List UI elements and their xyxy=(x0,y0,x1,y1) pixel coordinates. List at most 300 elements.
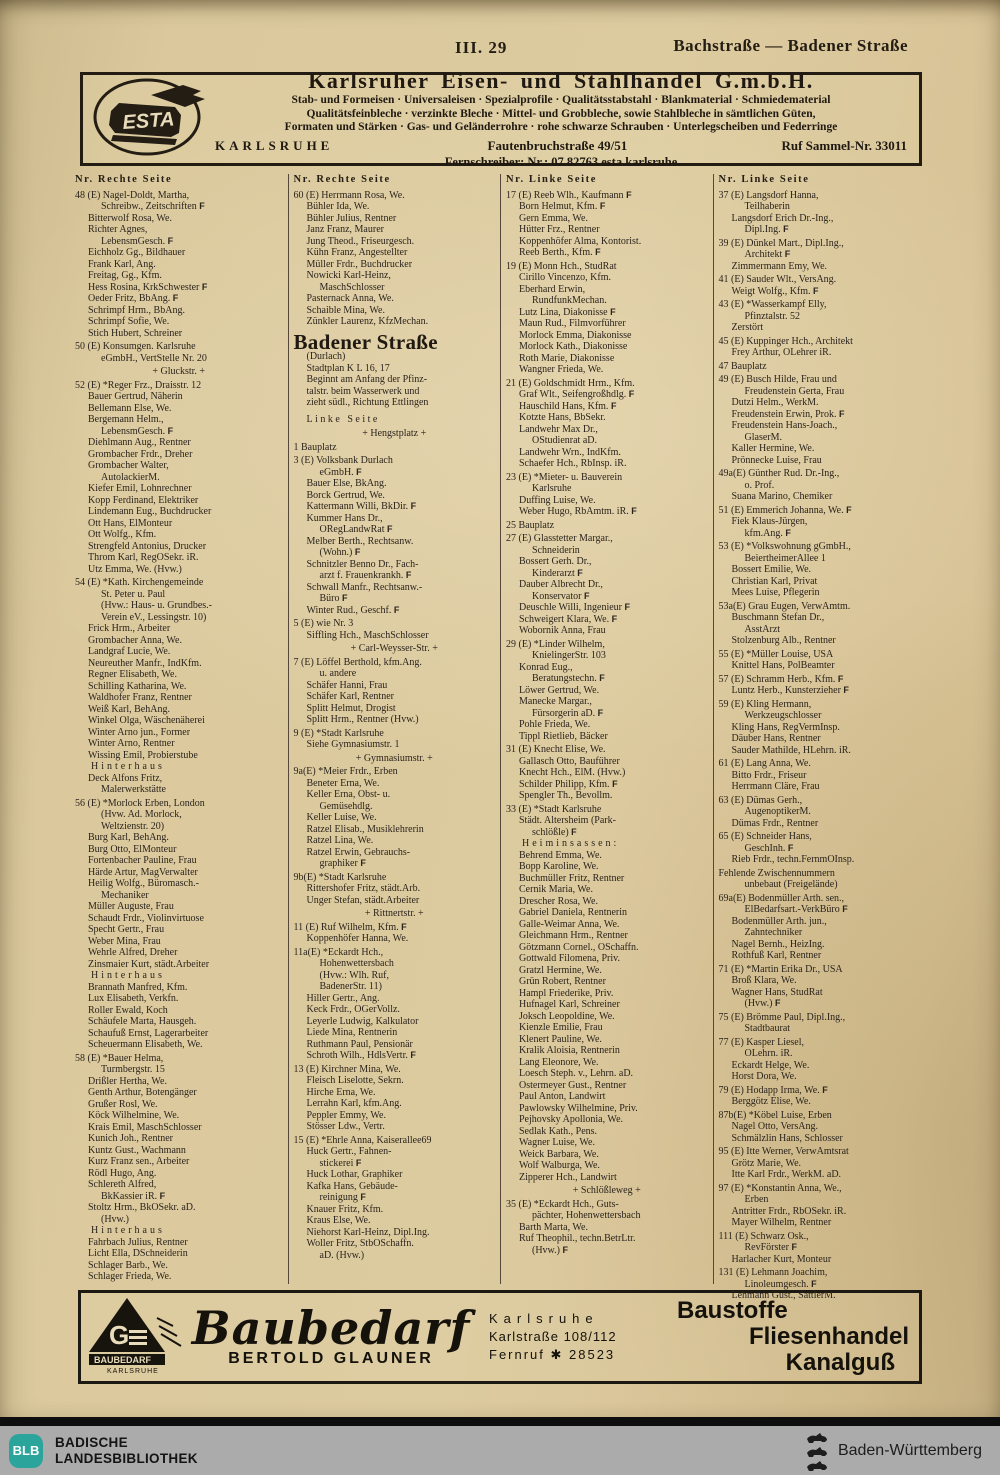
directory-line: Oeder Fritz, BbAng. F xyxy=(88,293,179,304)
directory-line: kfm.Ang. F xyxy=(744,527,791,539)
esta-logo-icon xyxy=(89,77,211,157)
phone-marker: F xyxy=(356,466,362,477)
directory-line: Teilhaberin xyxy=(744,201,790,212)
directory-line: Bellemann Else, We. xyxy=(88,402,172,414)
directory-line: Horst Dora, We. xyxy=(731,1071,797,1082)
directory-line: 53a(E) Grau Eugen, VerwAmtm. xyxy=(718,600,851,612)
directory-line: Galle-Weimar Anna, We. xyxy=(519,918,620,930)
directory-line: Lux Elisabeth, Verkfn. xyxy=(88,993,179,1004)
directory-line: 52 (E) *Reger Frz., Draisstr. 12 xyxy=(75,379,202,391)
directory-line: Schilder Philipp, Kfm. F xyxy=(519,778,618,790)
three-lions-icon xyxy=(804,1430,830,1472)
directory-line: Wangner Frieda, We. xyxy=(519,364,604,375)
directory-line: Rieb Frdr., techn.FernmOInsp. xyxy=(731,854,855,865)
phone-marker: F xyxy=(783,224,789,234)
phone-marker: F xyxy=(577,567,583,578)
directory-line: Fortenbacher Pauline, Frau xyxy=(88,855,197,866)
directory-line: eGmbH. F xyxy=(319,466,362,478)
directory-line: Hufnagel Karl, Schreiner xyxy=(519,999,620,1010)
svg-text:KARLSRUHE: KARLSRUHE xyxy=(107,1367,159,1375)
directory-line: Liede Mina, Rentnerin xyxy=(306,1027,398,1038)
directory-line: 33 (E) *Stadt Karlsruhe xyxy=(506,803,602,815)
directory-line: Linoleumgesch. F xyxy=(744,1278,817,1290)
directory-line: Müller Frdr., Buchdrucker xyxy=(306,258,413,270)
phone-marker: F xyxy=(354,547,361,557)
directory-line: Zipperer Hch., Landwirt xyxy=(519,1171,617,1183)
directory-line: Behrend Emma, We. xyxy=(519,849,602,861)
bottom-ad-contact xyxy=(489,1308,659,1366)
directory-line: Ott Wolfg., Kfm. xyxy=(88,529,157,540)
directory-line: Kummer Hans Dr., xyxy=(306,512,383,524)
directory-line: Zünkler Laurenz, KfzMechan. xyxy=(306,316,429,327)
column-header: Nr. Rechte Seite xyxy=(75,174,173,185)
directory-line: 51 (E) Emmerich Johanna, We. F xyxy=(718,504,852,516)
directory-line: 11 (E) Ruf Wilhelm, Kfm. F xyxy=(293,921,407,933)
directory-line: 54 (E) *Kath. Kirchengemeinde xyxy=(75,577,204,588)
directory-line: Schaefer Hch., RbInsp. iR. xyxy=(519,458,627,469)
directory-line: Ratzel Erwin, Gebrauchs- xyxy=(306,846,411,858)
directory-line: Maun Rud., Filmvorführer xyxy=(519,318,626,329)
baubedarf-logo-icon xyxy=(87,1296,187,1374)
phone-marker: F xyxy=(784,249,791,259)
directory-line: (Hvw.) xyxy=(101,1213,129,1225)
phone-marker: F xyxy=(405,570,412,580)
directory-line: Götzmann Cornel., OSchaffn. xyxy=(519,941,639,953)
directory-line: 48 (E) Nagel-Doldt, Martha, xyxy=(75,189,190,201)
directory-line: (Wohn.) F xyxy=(319,547,361,558)
directory-line: Schlager Barb., We. xyxy=(88,1259,168,1271)
top-ad-city: KARLSRUHE xyxy=(215,137,334,153)
directory-line: Sedlak Kath., Pens. xyxy=(519,1125,598,1137)
directory-line: Heilig Wolfg., Büromasch.- xyxy=(88,878,199,889)
product-fliesenhandel: Fliesenhandel xyxy=(748,1323,909,1350)
directory-line: Itte Karl Frdr., WerkM. aD. xyxy=(731,1169,842,1180)
directory-line: 49 (E) Busch Hilde, Frau und xyxy=(718,374,837,385)
directory-line: Richter Agnes, xyxy=(88,224,148,235)
library-footer xyxy=(0,1417,1000,1475)
directory-line: Grombacher Anna, We. xyxy=(88,634,182,646)
directory-line: Kiefer Emil, Lohnrechner xyxy=(88,483,192,494)
directory-line: Fahrbach Julius, Rentner xyxy=(88,1236,188,1248)
directory-line: 13 (E) Kirchner Mina, We. xyxy=(293,1063,401,1075)
directory-line: Fiek Klaus-Jürgen, xyxy=(731,516,808,527)
directory-line: Keller Luise, We. xyxy=(306,812,377,823)
directory-line: Rittershofer Fritz, städt.Arb. xyxy=(306,883,421,894)
directory-line: Hohenwettersbach xyxy=(319,958,394,969)
top-ad-products-2: Qualitätsfeinbleche · verzinkte Bleche · Mittel- und Grobbleche, sowie Stahlbleche in sämtlichen Güten, xyxy=(306,107,816,120)
directory-line: Hinterhaus xyxy=(91,1225,165,1236)
directory-line: Herrmann Cläre, Frau xyxy=(731,781,820,792)
directory-line: 11a(E) *Eckardt Hch., xyxy=(293,946,384,958)
directory-line: 45 (E) Kuppinger Hch., Architekt xyxy=(718,335,853,347)
directory-line: Borck Gertrud, We. xyxy=(306,489,385,501)
directory-line: Schreibw., Zeitschriften F xyxy=(101,201,205,212)
directory-line: Buchmüller Fritz, Rentner xyxy=(519,872,625,884)
bottom-ad-phone: Fernruf ✱ 28523 xyxy=(489,1347,616,1362)
directory-line: Janz Franz, Maurer xyxy=(306,224,384,235)
directory-line: arzt f. Frauenkrankh. F xyxy=(319,570,412,581)
directory-line: 71 (E) *Martin Erika Dr., USA xyxy=(718,963,843,975)
directory-line: Kattermann Willi, BkDir. F xyxy=(306,501,417,512)
directory-line: Schroth Wilh., HdlsVertr. F xyxy=(306,1050,416,1061)
directory-line: Stoltz Hrm., BkOSekr. aD. xyxy=(88,1202,196,1213)
directory-line: Gallasch Otto, Bauführer xyxy=(519,755,620,767)
directory-line: Kienzle Emilie, Frau xyxy=(519,1022,603,1033)
directory-line: 131 (E) Lehmann Joachim, xyxy=(718,1267,828,1278)
directory-line: Graf Wlt., Seifengroßhdlg. F xyxy=(519,389,635,400)
directory-line: Keck Frdr., OGerVollz. xyxy=(306,1004,400,1015)
directory-line: Koppenhöfer Hanna, We. xyxy=(306,933,409,944)
directory-line: Gemüsehdlg. xyxy=(319,800,373,812)
directory-line: Bodenmüller Arth. jun., xyxy=(731,915,827,927)
phone-marker: F xyxy=(583,590,590,601)
directory-line: Kunich Joh., Rentner xyxy=(88,1133,173,1144)
phone-marker: F xyxy=(342,593,348,603)
directory-line: Regner Elisabeth, We. xyxy=(88,669,177,680)
directory-line: Mechaniker xyxy=(101,889,149,901)
phone-marker: F xyxy=(393,604,400,615)
brand-script: Baubedarf xyxy=(191,1301,471,1355)
directory-line: Schweigert Klara, We. F xyxy=(519,613,618,625)
bottom-ad xyxy=(78,1290,922,1384)
directory-line: Strengfeld Antonius, Drucker xyxy=(88,540,207,552)
directory-line: Bauer Else, BkAng. xyxy=(306,478,387,489)
directory-line: 39 (E) Dünkel Mart., Dipl.Ing., xyxy=(718,237,844,249)
directory-line: 1 Bauplatz xyxy=(293,441,337,453)
directory-line: Morlock Kath., Diakonisse xyxy=(519,341,628,352)
directory-line: 58 (E) *Bauer Helma, xyxy=(75,1052,164,1064)
directory-line: 57 (E) Schramm Herb., Kfm. F xyxy=(718,673,844,685)
directory-line: unbebaut (Freigelände) xyxy=(744,879,838,890)
phone-marker: F xyxy=(631,506,637,516)
directory-line: Cirillo Vincenzo, Kfm. xyxy=(519,272,611,283)
directory-line: Pohle Frieda, We. xyxy=(519,719,591,730)
directory-line: 37 (E) Langsdorf Hanna, xyxy=(718,189,819,201)
directory-line: Heiminsassen: xyxy=(522,838,620,849)
directory-line: (Durlach) xyxy=(306,351,346,362)
cross-street: + Gymnasiumstr. + xyxy=(355,752,433,764)
directory-line: Roth Marie, Diakonisse xyxy=(519,352,615,364)
directory-line: 31 (E) Knecht Elise, We. xyxy=(506,744,606,755)
directory-line: GeschInh. F xyxy=(744,842,794,854)
top-ad xyxy=(80,68,922,169)
directory-line: Landgraf Lucie, We. xyxy=(88,646,171,657)
phone-marker: F xyxy=(624,602,630,612)
directory-line: Paul Anton, Landwirt xyxy=(519,1091,606,1102)
directory-line: Schnitzler Benno Dr., Fach- xyxy=(306,558,419,570)
directory-line: 7 (E) Löffel Berthold, kfm.Ang. xyxy=(293,656,422,668)
directory-line: Diehlmann Aug., Rentner xyxy=(88,437,191,448)
phone-marker: F xyxy=(597,707,604,718)
directory-line: Fleisch Liselotte, Sekrn. xyxy=(306,1075,404,1086)
directory-line: Leyerle Ludwig, Kalkulator xyxy=(306,1015,419,1027)
directory-line: Mayer Wilhelm, Rentner xyxy=(731,1217,832,1228)
library-name-line1: BADISCHE xyxy=(55,1434,128,1450)
baubedarf-logo xyxy=(87,1296,191,1379)
cross-street: + Hengstplatz + xyxy=(362,428,427,439)
phone-marker: F xyxy=(360,1192,366,1202)
directory-line: Pasternack Anna, We. xyxy=(306,293,394,304)
directory-line: Konservator F xyxy=(532,590,590,602)
directory-line: Koppenhöfer Alma, Kontorist. xyxy=(519,235,642,247)
directory-line: Lang Eleonore, We. xyxy=(519,1056,599,1068)
directory-line: Wolf Walburga, We. xyxy=(519,1160,600,1171)
directory-line: Karlsruhe xyxy=(532,483,572,494)
directory-line: Drißler Hertha, We. xyxy=(88,1075,167,1087)
phone-marker: F xyxy=(787,842,794,853)
directory-line: Duffing Luise, We. xyxy=(519,494,596,506)
directory-line: Beneter Erna, We. xyxy=(306,777,380,789)
directory-line: 15 (E) *Ehrle Anna, Kaiserallee69 xyxy=(293,1134,432,1146)
directory-line: Schwall Manfr., Rechtsanw.- xyxy=(306,581,423,593)
directory-line: 29 (E) *Linder Wilhelm, xyxy=(506,638,605,650)
directory-line: Roller Ewald, Koch xyxy=(88,1004,168,1016)
directory-line: 9 (E) *Stadt Karlsruhe xyxy=(293,727,384,739)
directory-column-2 xyxy=(288,174,501,1284)
cross-street: + Schlößleweg + xyxy=(572,1185,641,1196)
directory-line: Grötz Marie, We. xyxy=(731,1157,802,1169)
directory-line: Kopp Ferdinand, Elektriker xyxy=(88,494,199,506)
directory-line: Landwehr Wrn., IndKfm. xyxy=(519,446,621,458)
phone-marker: F xyxy=(839,408,845,419)
page-number: III. 29 xyxy=(455,38,508,57)
directory-line: Joksch Leopoldine, We. xyxy=(519,1010,615,1022)
directory-line: Lerrahn Karl, kfm.Ang. xyxy=(306,1098,402,1109)
directory-line: Grußer Rosl, We. xyxy=(88,1098,158,1110)
directory-line: Werkzeugschlosser xyxy=(744,710,822,721)
directory-line: Freudenstein Erwin, Prok. F xyxy=(731,408,845,420)
blb-logo: BLB xyxy=(9,1434,43,1468)
directory-line: Suana Marino, Chemiker xyxy=(731,491,833,502)
street-range-header: Bachstraße — Badener Straße xyxy=(673,36,908,55)
directory-line: BeiertheimerAllee 1 xyxy=(744,552,826,564)
directory-line: Reeb Berth., Kfm. F xyxy=(519,247,601,258)
directory-line: Prönnecke Luise, Frau xyxy=(731,454,822,466)
directory-line: Krais Emil, MaschSchlosser xyxy=(88,1121,202,1133)
directory-line: Kafka Hans, Gebäude- xyxy=(306,1180,398,1192)
directory-line: Lehmann Gust., SattlerM. xyxy=(731,1290,836,1301)
directory-line: AsstArzt xyxy=(744,623,781,635)
page-header xyxy=(0,0,1000,64)
directory-line: Weber Mina, Frau xyxy=(88,935,161,947)
directory-line: Gern Emma, We. xyxy=(519,212,588,224)
column-header: Nr. Rechte Seite xyxy=(293,174,391,185)
directory-line: Ruf Theophil., techn.BetrLtr. xyxy=(519,1233,636,1244)
directory-line: Erben xyxy=(744,1194,769,1205)
directory-line: Kralik Aloisia, Rentnerin xyxy=(519,1045,620,1056)
directory-line: u. andere xyxy=(319,668,357,679)
directory-line: Schäufele Marta, Hausgeh. xyxy=(88,1016,197,1027)
phone-marker: F xyxy=(791,1242,797,1252)
directory-line: Tippl Rietlieb, Bäcker xyxy=(519,730,608,742)
directory-line: KnielingerStr. 103 xyxy=(532,650,606,661)
phone-marker: F xyxy=(167,235,174,246)
bottom-ad-address: Karlstraße 108/112 xyxy=(489,1329,617,1344)
phone-marker: F xyxy=(843,685,849,695)
directory-line: Klenert Pauline, We. xyxy=(519,1033,602,1045)
top-ad-products-3: Formaten und Stärken · Gas- und Geländerrohre · rohe schwarze Schrauben · Unterlegscheiben und Federringe xyxy=(284,121,838,134)
top-ad-address: Fautenbruchstraße 49/51 xyxy=(487,137,628,153)
directory-line: Huck Lothar, Graphiker xyxy=(306,1169,403,1180)
directory-line: Gleichmann Hrm., Rentner xyxy=(519,930,628,941)
directory-line: Malerwerkstätte xyxy=(101,784,166,795)
directory-line: Morlock Emma, Diakonisse xyxy=(519,329,632,341)
directory-line: Knittel Hans, PolBeamter xyxy=(731,660,835,671)
directory-line: Waldhofer Franz, Rentner xyxy=(88,692,192,703)
directory-line: Sauder Mathilde, HLehrn. iR. xyxy=(731,744,851,756)
svg-text:G: G xyxy=(109,1319,130,1350)
directory-line: Spengler Th., Bevollm. xyxy=(519,790,613,801)
directory-line: Nagel Bernh., HeizIng. xyxy=(731,938,825,950)
street-title: Badener Straße xyxy=(293,329,438,354)
directory-line: 97 (E) *Konstantin Anna, We., xyxy=(718,1182,842,1194)
phone-marker: F xyxy=(401,921,407,932)
directory-line: Landwehr Max Dr., xyxy=(519,423,598,435)
directory-line: 17 (E) Reeb Wlh., Kaufmann F xyxy=(506,189,632,201)
directory-line: Ratzel Elisab., Musiklehrerin xyxy=(306,823,424,835)
directory-line: Throm Karl, RegOSekr. iR. xyxy=(88,552,199,563)
directory-line: 53 (E) *Volkswohnung gGmbH., xyxy=(718,541,851,552)
directory-line: Wehrle Alfred, Dreher xyxy=(88,947,178,958)
directory-line: Peppler Emmy, We. xyxy=(306,1109,386,1121)
directory-line: Bopp Karoline, We. xyxy=(519,861,599,872)
directory-line: Langsdorf Erich Dr.-Ing., xyxy=(731,212,834,224)
directory-line: Linke Seite xyxy=(306,413,380,425)
directory-line: aD. (Hvw.) xyxy=(319,1249,365,1261)
directory-line: Kurz Franz sen., Arbeiter xyxy=(88,1156,190,1167)
directory-line: Bitto Frdr., Friseur xyxy=(731,769,807,781)
directory-line: 61 (E) Lang Anna, We. xyxy=(718,758,811,769)
directory-line: Wagner Luise, We. xyxy=(519,1137,595,1148)
phone-marker: F xyxy=(201,281,208,292)
directory-line: Bossert Gerh. Dr., xyxy=(519,556,592,567)
directory-line: Bitterwolf Rosa, We. xyxy=(88,212,172,224)
directory-line: (Hvw.) F xyxy=(744,998,781,1009)
directory-line: Huck Gertr., Fahnen- xyxy=(306,1146,392,1157)
directory-line: Beginnt am Anfang der Pfinz- xyxy=(306,374,428,385)
directory-line: Siehe Gymnasiumstr. 1 xyxy=(306,739,400,750)
phone-marker: F xyxy=(822,1084,828,1095)
footer-bar xyxy=(0,1426,1000,1475)
footer-divider-bar xyxy=(0,1417,1000,1426)
top-ad-products-1: Stab- und Formeisen · Universaleisen · Spezialprofile · Qualitätsstabstahl · Blankmaterial · Schmiedematerial xyxy=(291,94,831,107)
directory-line: Zahntechniker xyxy=(744,927,803,938)
phone-marker: F xyxy=(410,501,417,511)
directory-line: 79 (E) Hodapp Irma, We. F xyxy=(718,1084,828,1096)
directory-line: reinigung F xyxy=(319,1192,366,1203)
directory-line: Lutz Lina, Diakonisse F xyxy=(519,306,616,318)
directory-line: 87b(E) *Köbel Luise, Erben xyxy=(718,1109,832,1121)
directory-line: Born Helmut, Kfm. F xyxy=(519,201,606,212)
directory-line: stickerei F xyxy=(319,1157,362,1169)
directory-line: 65 (E) Schneider Hans, xyxy=(718,831,812,842)
cross-street: + Rittnertstr. + xyxy=(364,908,424,919)
phone-marker: F xyxy=(774,998,781,1008)
phone-marker: F xyxy=(785,527,791,538)
directory-line: Freitag, Gg., Kfm. xyxy=(88,270,162,281)
directory-column-1 xyxy=(75,174,288,1284)
directory-line: Broß Klara, We. xyxy=(731,975,797,986)
directory-line: Burg Karl, BehAng. xyxy=(88,832,169,843)
directory-line: 9a(E) *Meier Frdr., Erben xyxy=(293,766,398,777)
phone-marker: F xyxy=(842,904,848,914)
directory-line: Genth Arthur, Botengänger xyxy=(88,1087,197,1098)
directory-line: Melber Berth., Rechtsanw. xyxy=(306,535,414,547)
directory-line: Ratzel Lina, We. xyxy=(306,835,374,846)
phone-marker: F xyxy=(813,285,819,296)
directory-line: LebensmGesch. F xyxy=(101,425,174,437)
directory-line: Hampl Friederike, Priv. xyxy=(519,987,614,999)
directory-line: Licht Ella, DSchneiderin xyxy=(88,1248,188,1259)
phone-marker: F xyxy=(562,1244,568,1255)
phone-marker: F xyxy=(595,247,601,257)
directory-line: 43 (E) *Wasserkampf Elly, xyxy=(718,299,827,310)
baubedarf-brand-block xyxy=(191,1301,471,1368)
directory-line: Gratzl Hermine, We. xyxy=(519,964,602,976)
directory-line: Ostermeyer Gust., Rentner xyxy=(519,1079,627,1091)
directory-line: Deck Alfons Fritz, xyxy=(88,772,163,784)
directory-line: Kinderarzt F xyxy=(532,567,583,579)
directory-line: 63 (E) Dümas Gerh., xyxy=(718,794,803,806)
street-directory xyxy=(75,174,925,1301)
directory-line: Schaudt Frdr., Violinvirtuose xyxy=(88,912,204,924)
library-name-line2: LANDESBIBLIOTHEK xyxy=(55,1450,198,1466)
directory-line: Hiller Gertr., Ang. xyxy=(306,992,380,1004)
directory-line: Knecht Hch., ElM. (Hvw.) xyxy=(519,767,626,778)
directory-line: Stich Hubert, Schreiner xyxy=(88,327,183,339)
directory-line: Kaller Hermine, We. xyxy=(731,443,815,454)
directory-line: Wagner Hans, StudRat xyxy=(731,986,823,998)
directory-line: Fürsorgerin aD. F xyxy=(532,707,604,719)
directory-line: Weltzienstr. 20) xyxy=(101,820,165,832)
directory-line: 56 (E) *Morlock Erben, London xyxy=(75,797,205,809)
top-ad-contact-row xyxy=(211,138,911,154)
directory-line: Schmälzlin Hans, Schlosser xyxy=(731,1132,843,1144)
phone-marker: F xyxy=(628,389,635,399)
phone-marker: F xyxy=(172,293,179,303)
directory-line: Büro F xyxy=(319,593,348,604)
phone-marker: F xyxy=(612,778,618,789)
directory-line: 3 (E) Volksbank Durlach xyxy=(293,455,393,466)
esta-logo xyxy=(89,77,211,162)
directory-line: 59 (E) Kling Hermann, xyxy=(718,698,812,710)
top-ad-title: Karlsruher Eisen- und Stahlhandel G.m.b.H. xyxy=(308,68,814,94)
directory-line: Härde Artur, MagVerwalter xyxy=(88,866,198,878)
phone-marker: F xyxy=(611,613,618,624)
directory-line: Gottwald Filomena, Priv. xyxy=(519,953,621,964)
directory-line: 49a(E) Günther Rud. Dr.-Ing., xyxy=(718,468,840,479)
column-header: Nr. Linke Seite xyxy=(506,174,597,185)
directory-line: 35 (E) *Eckardt Hch., Guts- xyxy=(506,1198,619,1210)
directory-line: Siffling Hch., MaschSchlosser xyxy=(306,629,429,641)
directory-line: Zimmermann Emy, We. xyxy=(731,260,828,272)
directory-line: Grombacher Frdr., Dreher xyxy=(88,448,193,460)
directory-line: Dauber Albrecht Dr., xyxy=(519,579,603,590)
directory-line: Hütter Frz., Rentner xyxy=(519,224,600,235)
directory-line: Dutzi Helm., WerkM. xyxy=(731,397,819,408)
directory-line: Architekt F xyxy=(744,249,791,260)
directory-line: Hauschild Hans, Kfm. F xyxy=(519,400,617,412)
directory-line: Freudenstein Hans-Joach., xyxy=(731,420,838,431)
library-name xyxy=(55,1435,198,1467)
directory-line: Städt. Altersheim (Park- xyxy=(519,815,616,826)
column-header: Nr. Linke Seite xyxy=(718,174,810,185)
svg-text:ESTA: ESTA xyxy=(121,107,176,134)
product-baustoffe: Baustoffe xyxy=(677,1297,788,1324)
directory-line: Nagel Otto, VersAng. xyxy=(731,1121,818,1132)
directory-line: Bühler Ida, We. xyxy=(306,201,370,212)
directory-line: 77 (E) Kasper Liesel, xyxy=(718,1036,805,1048)
